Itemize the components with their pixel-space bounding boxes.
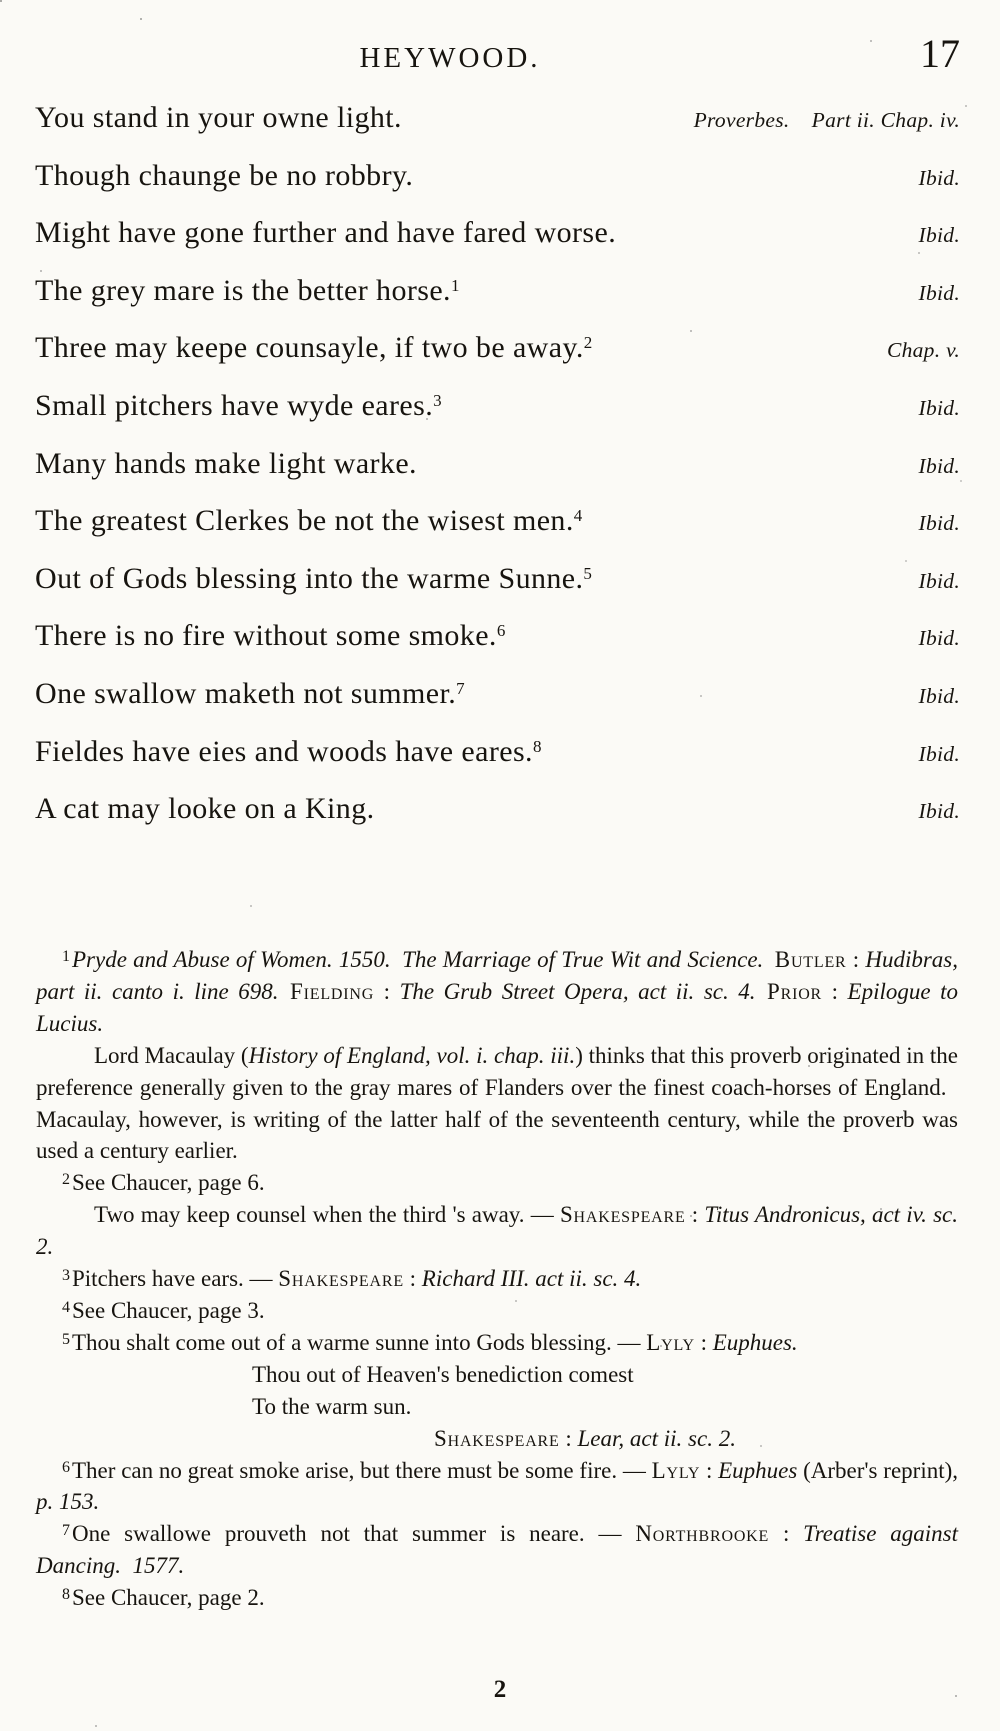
text-segment: : — [700, 1457, 719, 1483]
proverb-citation: Ibid. — [918, 741, 960, 766]
footnote-paragraph — [252, 1359, 958, 1391]
page-number: 17 — [920, 31, 960, 76]
proverb-citation: Proverbes. Part ii. Chap. iv. — [693, 108, 960, 132]
footnote-paragraph — [36, 1455, 958, 1519]
proverb-quote: The grey mare is the better horse. — [35, 273, 451, 307]
text-segment: ) thinks that this proverb originated in the preference generally given to the gray mares of Flanders over the finest coach-horses of England. Macaulay, however, is writing of the latter half of the seventeenth century, while the proverb was used a century earlier. — [36, 1042, 959, 1164]
text-segment: Butler — [774, 947, 847, 972]
scan-noise — [0, 0, 2, 2]
text-segment: Ther can no great smoke arise, but there must be some fire. — — [72, 1457, 652, 1483]
proverb-citation: Ibid. — [918, 799, 960, 824]
text-segment: Shakespeare — [278, 1266, 404, 1292]
footnote-marker: 7 — [456, 678, 466, 698]
text-segment: Euphues — [718, 1457, 798, 1483]
proverb-row — [35, 792, 960, 850]
footnote-marker: 3 — [433, 390, 442, 410]
footnote-marker: 6 — [62, 1458, 70, 1476]
text-segment: See Chaucer, page 3. — [72, 1297, 265, 1323]
footnote-paragraph — [36, 1199, 958, 1263]
text-segment: : — [559, 1425, 578, 1451]
proverb-text — [35, 101, 402, 135]
proverb-list — [35, 101, 960, 850]
proverb-text — [35, 274, 460, 308]
text-segment: Euphues. — [712, 1329, 798, 1355]
proverb-row — [35, 389, 960, 447]
proverb-quote: One swallow maketh not summer. — [35, 676, 457, 710]
proverb-row — [35, 504, 960, 562]
signature-mark: 2 — [493, 1676, 507, 1703]
proverb-quote: There is no fire without some smoke. — [35, 619, 497, 653]
proverb-text — [35, 216, 616, 250]
text-segment: Lord Macaulay ( — [94, 1042, 249, 1068]
proverb-quote: Three may keepe counsayle, if two be away. — [35, 331, 584, 365]
proverb-quote: Many hands make light warke. — [35, 446, 417, 480]
proverb-text — [35, 735, 542, 769]
text-segment — [279, 979, 291, 1004]
proverb-text — [35, 562, 592, 596]
proverb-citation: Ibid. — [918, 453, 960, 478]
proverb-row — [35, 331, 960, 389]
proverb-row — [35, 274, 960, 332]
proverb-citation: Chap. v. — [886, 338, 960, 363]
text-segment: p. 153. — [36, 1489, 100, 1515]
proverb-row — [35, 677, 960, 735]
proverb-quote: Might have gone further and have fared worse. — [35, 216, 617, 250]
footnote-marker: 6 — [496, 621, 506, 641]
text-segment: Titus Andronicus, act iv. sc. 2. — [36, 1202, 958, 1260]
text-segment: The Grub Street Opera, act ii. sc. 4. — [399, 978, 756, 1004]
text-segment: See Chaucer, page 2. — [72, 1585, 265, 1611]
footnote-paragraph — [36, 1327, 958, 1359]
proverb-row — [35, 159, 960, 217]
footnote-marker: 3 — [62, 1267, 70, 1285]
text-segment: Pitchers have ears. — — [72, 1266, 279, 1292]
text-segment: Fielding — [290, 978, 375, 1004]
text-segment: : — [769, 1521, 804, 1547]
proverb-citation: Ibid. — [918, 626, 960, 651]
proverb-quote: Out of Gods blessing into the warme Sunne. — [35, 561, 584, 595]
footnote-marker: 5 — [583, 563, 593, 583]
footnote-paragraph — [36, 1582, 958, 1614]
proverb-text — [35, 447, 417, 481]
footnote-marker: 1 — [62, 948, 70, 965]
text-segment: Lear, act ii. sc. 2. — [577, 1425, 736, 1451]
proverb-row — [35, 619, 960, 677]
footnote-paragraph — [434, 1423, 958, 1455]
text-segment: Thou out of Heaven's benediction comest — [252, 1361, 634, 1387]
proverb-text — [35, 619, 506, 653]
proverb-row — [35, 735, 960, 793]
footnote-paragraph — [36, 1518, 958, 1582]
footnote-marker: 5 — [62, 1330, 70, 1348]
text-segment: One swallowe prouveth not that summer is neare. — — [72, 1521, 636, 1547]
footnote-paragraph — [36, 1040, 958, 1168]
proverb-text — [35, 389, 442, 423]
text-segment — [756, 979, 768, 1004]
text-segment: : — [846, 947, 866, 972]
footnote-marker: 7 — [62, 1522, 70, 1540]
proverb-quote: Fieldes have eies and woods have eares. — [35, 734, 533, 768]
proverb-quote: You stand in your owne light. — [35, 101, 402, 134]
text-segment: : — [694, 1329, 713, 1355]
text-segment: Lyly — [646, 1329, 695, 1355]
footnote-paragraph — [36, 1167, 958, 1199]
text-segment: Hudibras, part ii. canto i. line 698. — [36, 947, 958, 1004]
text-segment: Lyly — [651, 1457, 701, 1483]
footnotes-section — [36, 944, 958, 1614]
proverb-quote: Small pitchers have wyde eares. — [35, 388, 434, 422]
proverb-text — [35, 331, 593, 365]
text-segment: Richard III. act ii. sc. 4. — [421, 1266, 642, 1292]
proverb-text — [35, 677, 465, 711]
footnote-marker: 8 — [532, 736, 542, 756]
footnote-paragraph — [36, 944, 958, 1040]
proverb-text — [35, 504, 583, 538]
text-segment — [763, 947, 775, 972]
footnote-marker: 2 — [583, 333, 593, 353]
text-segment: History of England, vol. i. chap. iii. — [248, 1042, 576, 1068]
text-segment: To the warm sun. — [252, 1393, 412, 1419]
text-segment — [391, 947, 403, 972]
running-head: HEYWOOD. — [359, 42, 541, 74]
proverb-citation: Ibid. — [918, 568, 960, 593]
text-segment: Prior — [767, 978, 823, 1004]
proverb-citation: Ibid. — [918, 683, 960, 708]
proverb-text — [35, 159, 413, 193]
text-segment: Northbrooke — [635, 1521, 770, 1547]
proverb-row — [35, 447, 960, 505]
proverb-citation: Ibid. — [918, 223, 960, 248]
text-segment: : — [374, 978, 400, 1004]
footnote-paragraph — [252, 1391, 958, 1423]
text-segment: Treatise against Dancing. 1577. — [36, 1521, 959, 1579]
proverb-citation: Ibid. — [918, 395, 960, 420]
proverb-citation: Ibid. — [918, 165, 960, 190]
proverb-quote: Though chaunge be no robbry. — [35, 158, 414, 192]
text-segment: : — [822, 978, 848, 1004]
text-segment: : — [403, 1266, 422, 1292]
proverb-row — [35, 562, 960, 620]
footnote-marker: 1 — [450, 275, 460, 295]
text-segment: Shakespeare — [559, 1202, 686, 1228]
proverb-row — [35, 101, 960, 159]
text-segment: Epilogue to Lucius. — [36, 978, 958, 1036]
proverb-quote: A cat may looke on a King. — [35, 792, 375, 826]
footnote-marker: 4 — [62, 1298, 70, 1316]
proverb-row — [35, 216, 960, 274]
footnote-marker: 8 — [62, 1586, 70, 1604]
proverb-citation: Ibid. — [918, 280, 960, 305]
proverb-text — [35, 792, 375, 826]
footnote-marker: 2 — [62, 1171, 70, 1189]
text-segment: The Marriage of True Wit and Science. — [402, 947, 764, 972]
text-segment: See Chaucer, page 6. — [72, 1170, 265, 1196]
text-segment: (Arber's reprint), — [797, 1457, 959, 1483]
text-segment: Two may keep counsel when the third 's away. — — [94, 1202, 560, 1228]
proverb-quote: The greatest Clerkes be not the wisest men. — [35, 504, 574, 538]
footnote-paragraph — [36, 1295, 958, 1327]
footnote-paragraph — [36, 1263, 958, 1295]
text-segment: : — [685, 1202, 705, 1228]
text-segment: Pryde and Abuse of Women. 1550. — [72, 947, 391, 972]
text-segment: Thou shalt come out of a warme sunne into Gods blessing. — — [72, 1329, 647, 1355]
footnote-marker: 4 — [573, 506, 583, 526]
proverb-citation: Ibid. — [918, 511, 960, 536]
text-segment: Shakespeare — [434, 1425, 560, 1451]
